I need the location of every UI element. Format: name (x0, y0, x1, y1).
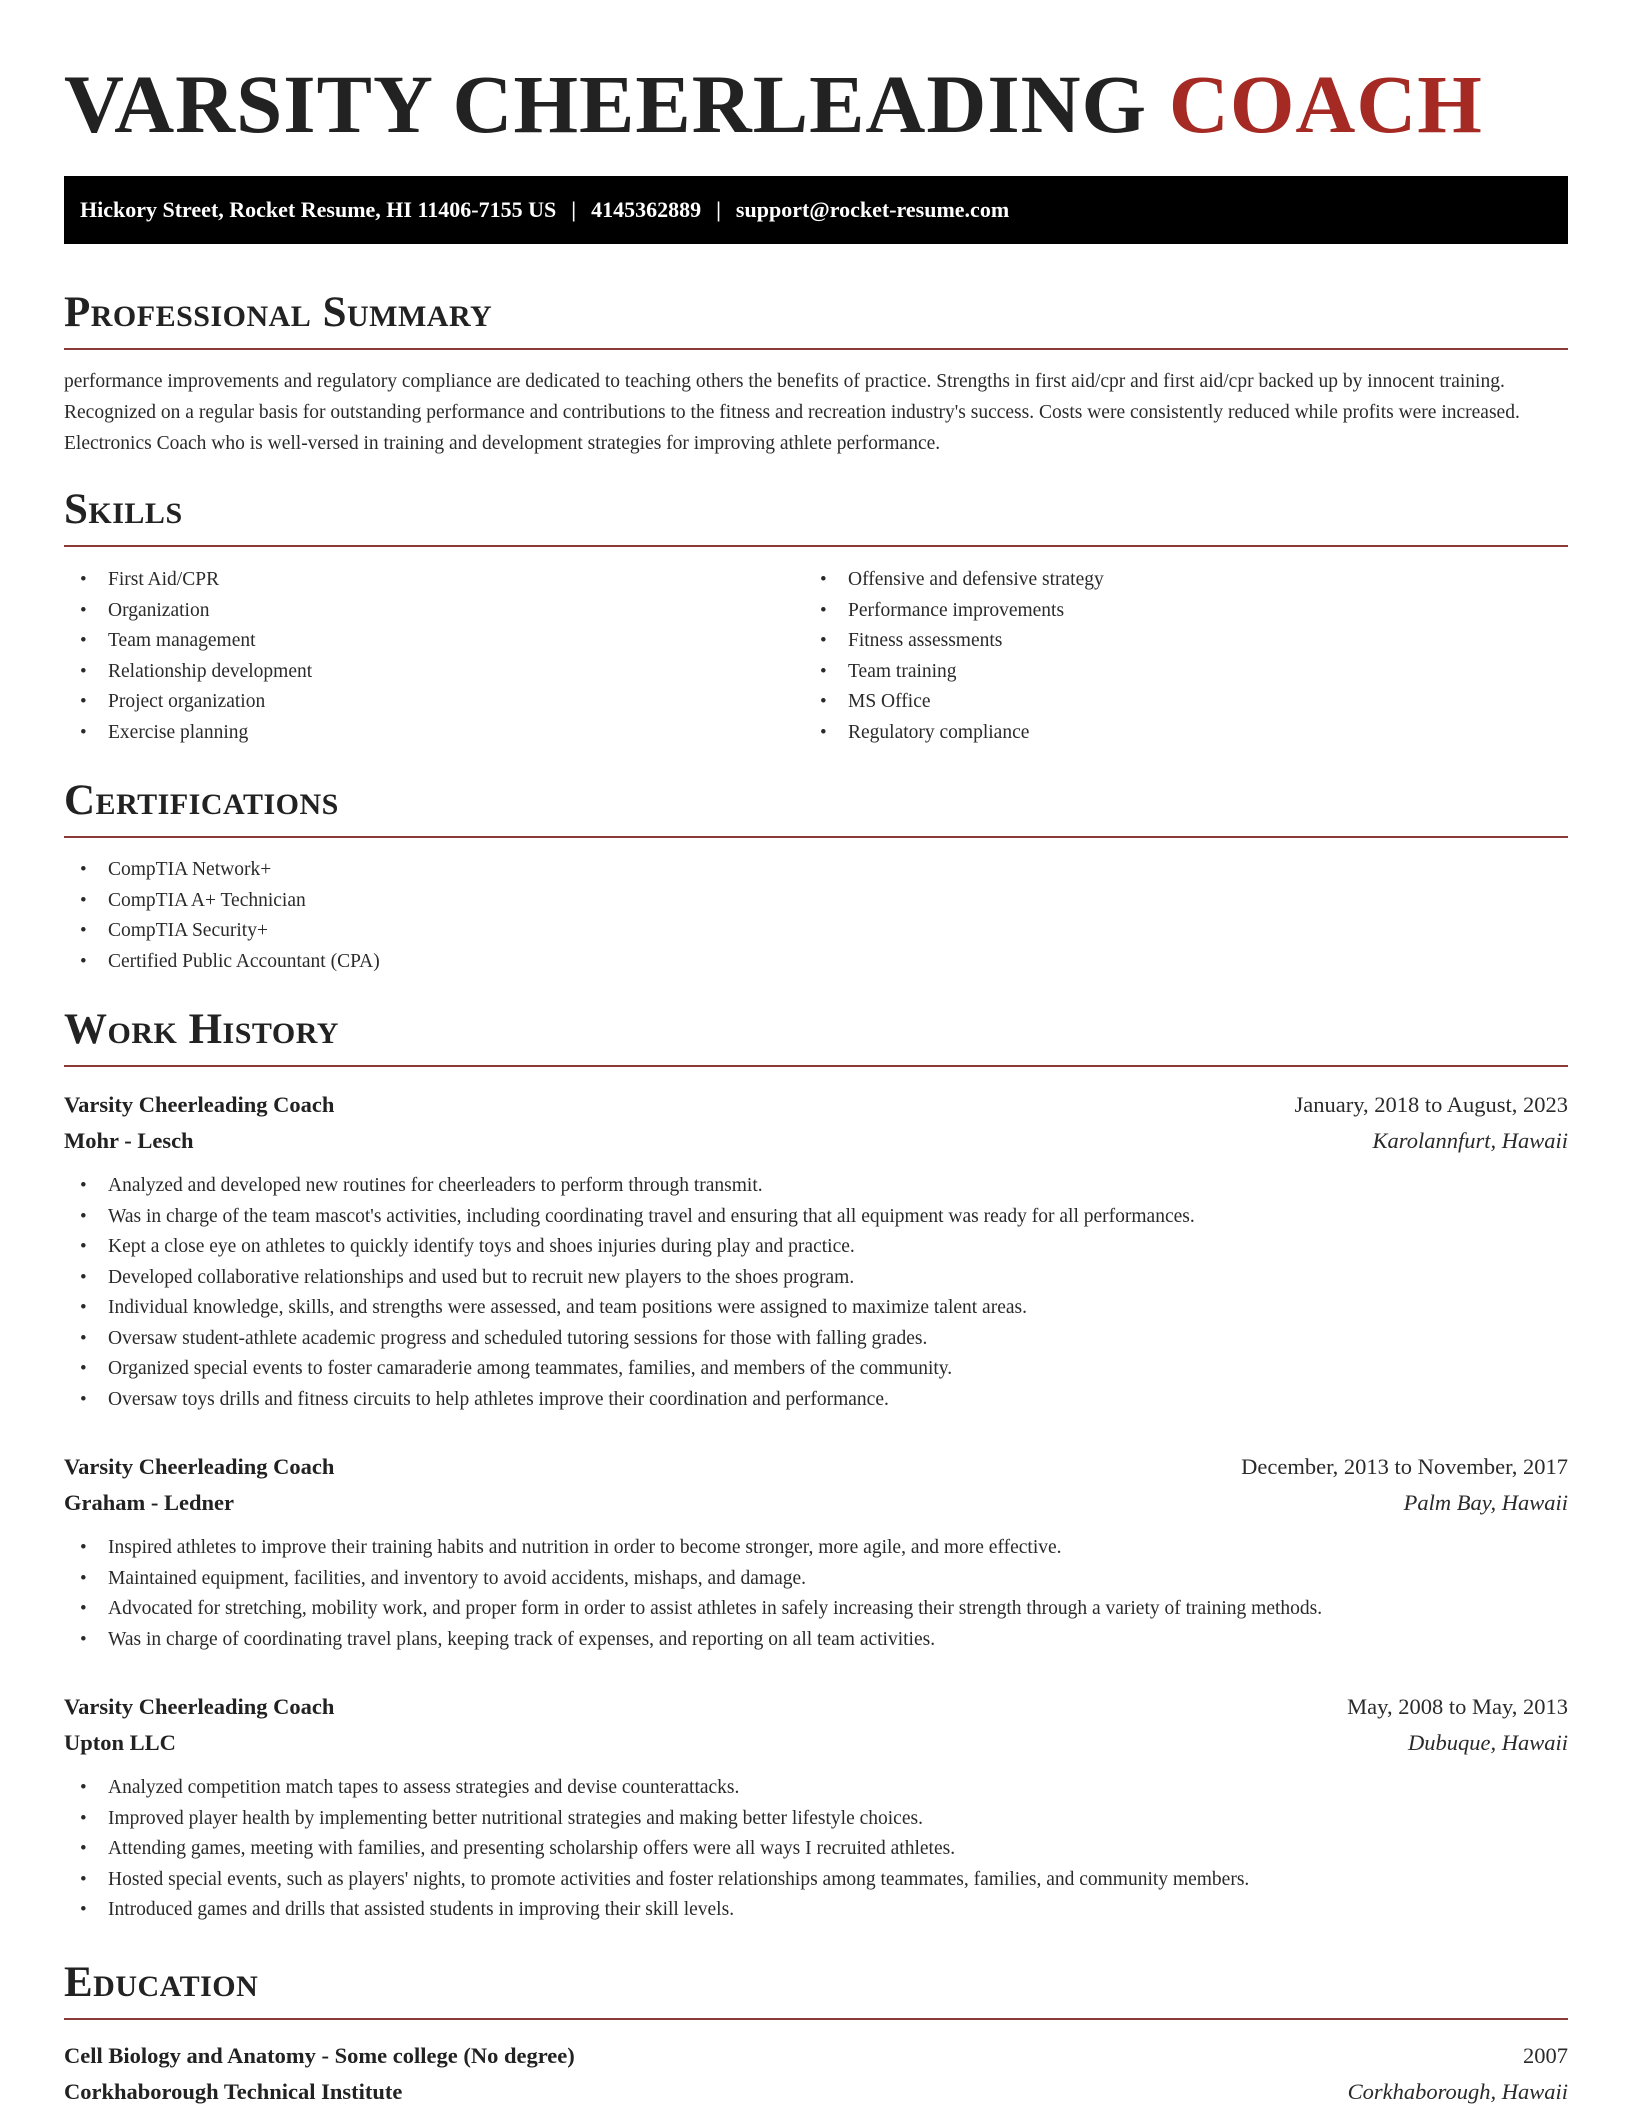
job-dates: December, 2013 to November, 2017 (1241, 1454, 1568, 1479)
resume-name (64, 0, 1568, 154)
job-title: Varsity Cheerleading Coach (64, 1454, 335, 1479)
job-duties-list (64, 1171, 1568, 1415)
job-duty: • Introduced games and drills that assisted students in improving their skill levels. (64, 1895, 1568, 1926)
skill-item: • Fitness assessments (804, 626, 1544, 657)
job-duty: • Advocated for stretching, mobility work, and proper form in order to assist athletes in safely increasing their strength through a variety of training methods. (64, 1594, 1568, 1625)
job-duties-list (64, 1773, 1568, 1926)
job-company: Mohr - Lesch (64, 1128, 194, 1153)
skills-list-right (804, 565, 1544, 748)
certifications-list (64, 855, 1568, 977)
job-entry (64, 1689, 1568, 1926)
job-company-row (64, 1123, 1568, 1159)
skill-item: • Performance improvements (804, 596, 1544, 627)
education-school-row (64, 2074, 1568, 2110)
certification-item: • CompTIA Network+ (64, 855, 1568, 886)
certification-item: • CompTIA A+ Technician (64, 886, 1568, 917)
job-entry (64, 1087, 1568, 1415)
job-header-row (64, 1689, 1568, 1725)
contact-phone: 4145362889 (591, 197, 702, 222)
job-header-row (64, 1087, 1568, 1123)
job-duty: • Attending games, meeting with families, and presenting scholarship offers were all ways I recruited athletes. (64, 1834, 1568, 1865)
education-year: 2007 (1523, 2042, 1568, 2068)
section-title-work-history: Work History (64, 1006, 339, 1053)
contact-address: Hickory Street, Rocket Resume, HI 11406-7155 US (80, 197, 557, 222)
skill-item: • Team management (64, 626, 804, 657)
job-duty: • Hosted special events, such as players' nights, to promote activities and foster relationships among teammates, families, and community members. (64, 1865, 1568, 1896)
job-duty: • Oversaw student-athlete academic progress and scheduled tutoring sessions for those with falling grades. (64, 1324, 1568, 1355)
skill-item: • Relationship development (64, 657, 804, 688)
certifications-section (64, 776, 1568, 977)
skills-columns (64, 565, 1568, 748)
education-degree: Cell Biology and Anatomy - Some college (No degree) (64, 2042, 575, 2068)
job-company-row (64, 1725, 1568, 1761)
education-section (64, 1958, 1568, 2110)
contact-separator: | (571, 197, 577, 222)
contact-separator: | (716, 197, 721, 222)
job-location: Karolannfurt, Hawaii (1372, 1128, 1568, 1153)
skill-item: • Exercise planning (64, 718, 804, 749)
education-location: Corkhaborough, Hawaii (1347, 2078, 1568, 2104)
name-main: VARSITY CHEERLEADING (64, 58, 1148, 150)
job-company-row (64, 1485, 1568, 1521)
job-company: Upton LLC (64, 1730, 176, 1755)
name-accent: COACH (1168, 58, 1483, 150)
job-duty: • Developed collaborative relationships and used but to recruit new players to the shoes program. (64, 1263, 1568, 1294)
contact-email: support@rocket-resume.com (735, 197, 1010, 222)
education-header-row (64, 2038, 1568, 2074)
skill-item: • Organization (64, 596, 804, 627)
skill-item: • Team training (804, 657, 1544, 688)
job-duty: • Kept a close eye on athletes to quickly identify toys and shoes injuries during play and practice. (64, 1232, 1568, 1263)
job-duty: • Was in charge of the team mascot's activities, including coordinating travel and ensuring that all equipment was ready for all performances. (64, 1202, 1568, 1233)
section-divider (64, 1065, 1568, 1067)
skill-item: • Offensive and defensive strategy (804, 565, 1544, 596)
job-duty: • Improved player health by implementing better nutritional strategies and making better lifestyle choices. (64, 1804, 1568, 1835)
section-divider (64, 545, 1568, 547)
job-dates: January, 2018 to August, 2023 (1294, 1092, 1568, 1117)
job-duty: • Inspired athletes to improve their training habits and nutrition in order to become stronger, more agile, and more effective. (64, 1533, 1568, 1564)
section-divider (64, 836, 1568, 838)
summary-text: performance improvements and regulatory compliance are dedicated to teaching others the benefits of practice. Strengths in first aid/cpr and first aid/cpr backed up by innocent training. Recognized on a regular basis for outstanding performance and contributions to the fitness and recreation industry's success. Costs were consistently reduced while profits were increased. Electronics Coach who is well-versed in training and development strategies for improving athlete performance. (64, 371, 1520, 454)
job-duty: • Maintained equipment, facilities, and inventory to avoid accidents, mishaps, and damage. (64, 1564, 1568, 1595)
skills-list-left (64, 565, 804, 748)
job-title: Varsity Cheerleading Coach (64, 1092, 335, 1117)
job-location: Palm Bay, Hawaii (1403, 1490, 1568, 1515)
summary-section (64, 288, 1568, 459)
section-title-education: Education (64, 1958, 259, 2006)
job-duty: • Analyzed and developed new routines for cheerleaders to perform through transmit. (64, 1171, 1568, 1202)
certification-item: • CompTIA Security+ (64, 916, 1568, 947)
section-title-skills: Skills (64, 486, 183, 533)
skills-section (64, 485, 1568, 748)
skill-item: • MS Office (804, 687, 1544, 718)
job-location: Dubuque, Hawaii (1408, 1730, 1568, 1755)
job-duty: • Analyzed competition match tapes to assess strategies and devise counterattacks. (64, 1773, 1568, 1804)
job-duties-list (64, 1533, 1568, 1655)
skill-item: • Regulatory compliance (804, 718, 1544, 749)
job-duty: • Individual knowledge, skills, and strengths were assessed, and team positions were assigned to maximize talent areas. (64, 1293, 1568, 1324)
contact-bar (64, 176, 1568, 244)
job-dates: May, 2008 to May, 2013 (1347, 1694, 1568, 1719)
skill-item: • First Aid/CPR (64, 565, 804, 596)
certification-item: • Certified Public Accountant (CPA) (64, 947, 1568, 978)
work-history-section (64, 1005, 1568, 1926)
skill-item: • Project organization (64, 687, 804, 718)
section-title-certifications: Certifications (64, 777, 339, 824)
job-title: Varsity Cheerleading Coach (64, 1694, 335, 1719)
job-header-row (64, 1449, 1568, 1485)
job-duty: • Organized special events to foster camaraderie among teammates, families, and members of the community. (64, 1354, 1568, 1385)
job-company: Graham - Ledner (64, 1490, 234, 1515)
job-duty: • Was in charge of coordinating travel plans, keeping track of expenses, and reporting on all team activities. (64, 1625, 1568, 1656)
education-entry (64, 2038, 1568, 2110)
education-school: Corkhaborough Technical Institute (64, 2078, 403, 2104)
section-title-summary: Professional Summary (64, 289, 493, 336)
section-divider (64, 348, 1568, 350)
job-duty: • Oversaw toys drills and fitness circuits to help athletes improve their coordination and performance. (64, 1385, 1568, 1416)
section-divider (64, 2018, 1568, 2020)
job-entry (64, 1449, 1568, 1655)
